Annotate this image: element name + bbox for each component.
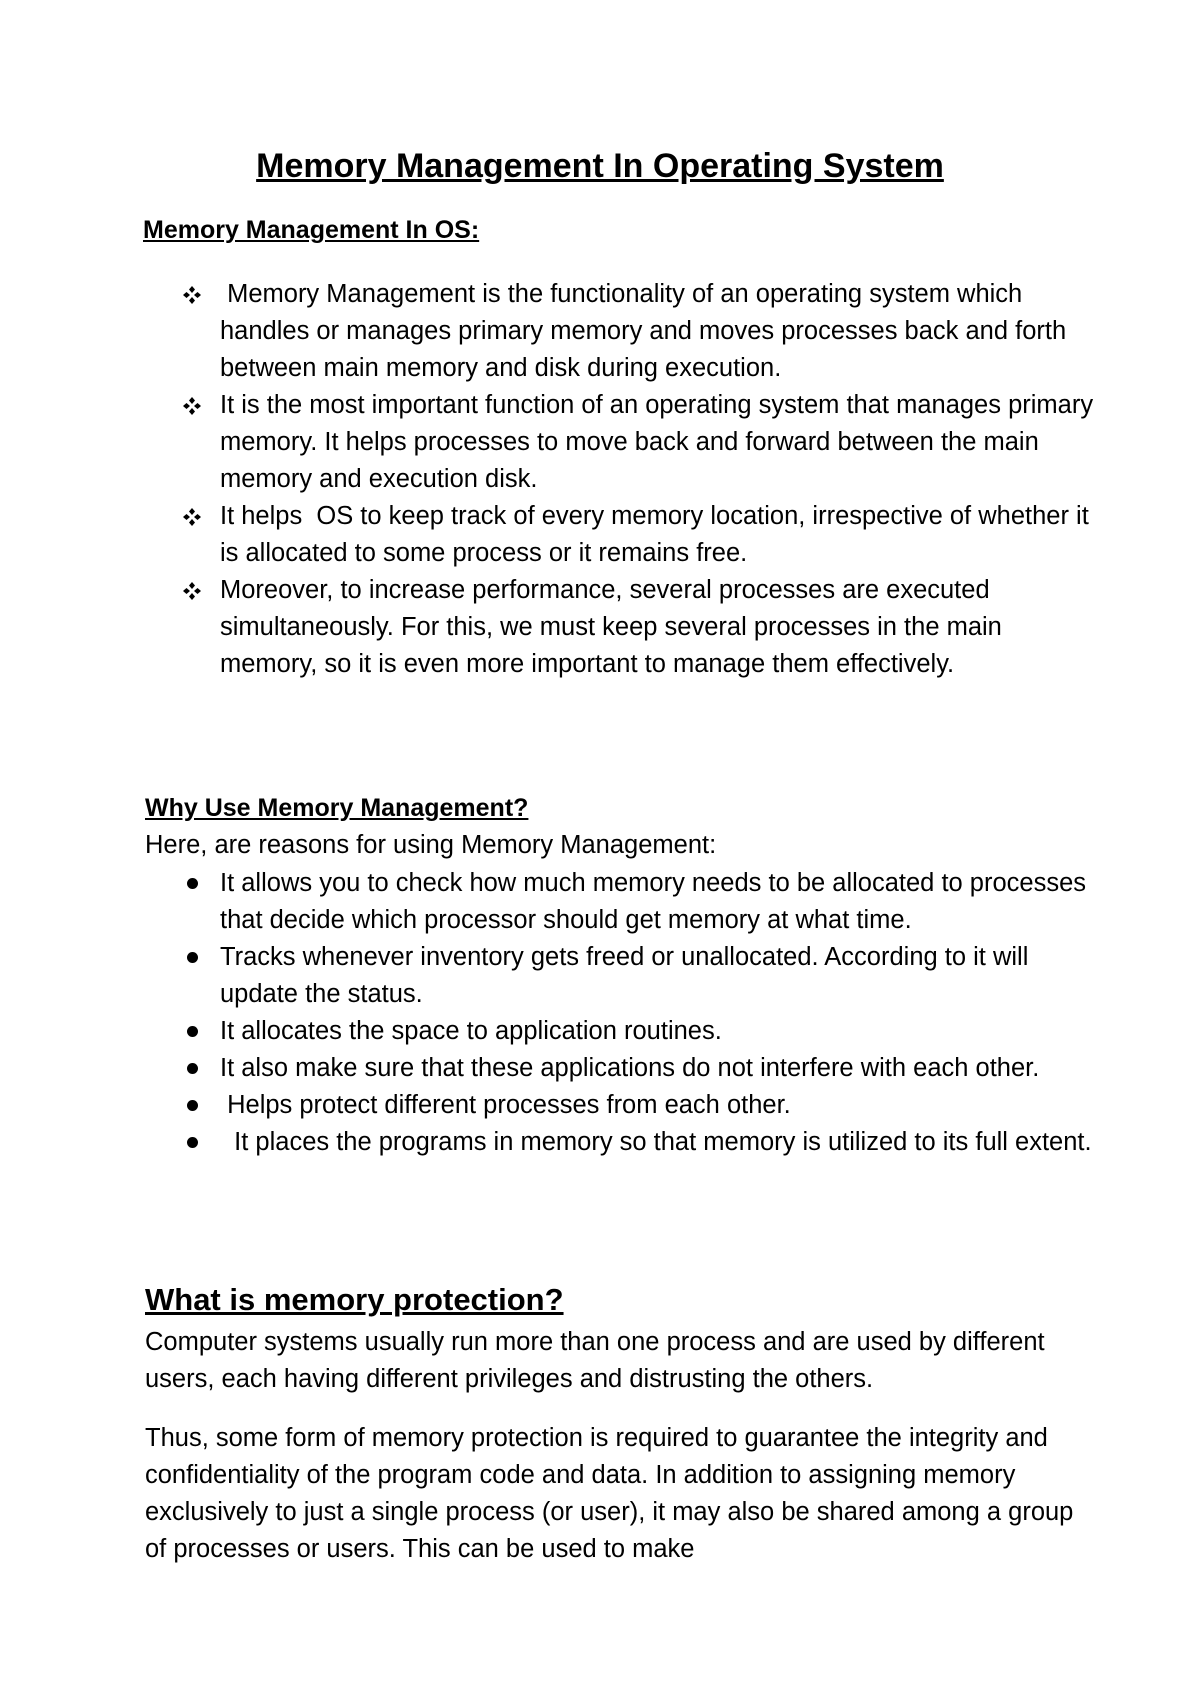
bullet-dot-icon — [182, 1087, 202, 1124]
list-item-text: Tracks whenever inventory gets freed or unallocated. According to it will update the status. — [220, 943, 1029, 1008]
page-title: Memory Management In Operating System — [256, 147, 944, 185]
bullet-dot-icon — [182, 939, 202, 976]
bullet-dot-icon — [182, 1124, 202, 1161]
list-item-text: It places the programs in memory so that memory is utilized to its full extent. — [220, 1128, 1092, 1156]
diamond-bullet-icon — [182, 572, 202, 609]
list-item — [0, 1087, 1200, 1124]
diamond-bullet-icon — [182, 387, 202, 424]
list-item — [0, 572, 1200, 683]
list-item-text: It also make sure that these applications do not interfere with each other. — [220, 1054, 1040, 1082]
list-item — [0, 1013, 1200, 1050]
paragraph: Computer systems usually run more than one process and are used by different users, each having different privileges and distrusting the others. — [145, 1328, 1045, 1393]
paragraph: Thus, some form of memory protection is required to guarantee the integrity and confidentiality of the program code and data. In addition to assigning memory exclusively to just a single process (or user), it may also be shared among a group of processes or users. This can be used to make — [145, 1424, 1074, 1563]
list-item — [0, 498, 1200, 572]
diamond-bullet-icon — [182, 498, 202, 535]
section-heading-why-use-memory-management: Why Use Memory Management? — [145, 794, 529, 822]
list-item-text: It helps OS to keep track of every memory location, irrespective of whether it is allocated to some process or it remains free. — [220, 502, 1096, 567]
list-item — [0, 1124, 1200, 1161]
list-item — [0, 387, 1200, 498]
list-item-text: Moreover, to increase performance, several processes are executed simultaneously. For this, we must keep several processes in the main memory, so it is even more important to manage them effectively. — [220, 576, 1002, 678]
list-item-text: It is the most important function of an operating system that manages primary memory. It helps processes to move back and forward between the main memory and execution disk. — [220, 391, 1094, 493]
list-item-text: Memory Management is the functionality of an operating system which handles or manages primary memory and moves processes back and forth between main memory and disk during execution. — [220, 280, 1074, 382]
diamond-bullet-icon — [182, 276, 202, 313]
bullet-dot-icon — [182, 865, 202, 902]
list-item-text: Helps protect different processes from each other. — [220, 1091, 791, 1119]
list-item-text: It allows you to check how much memory needs to be allocated to processes that decide which processor should get memory at what time. — [220, 869, 1087, 934]
list-item — [0, 276, 1200, 387]
list-item-text: It allocates the space to application routines. — [220, 1017, 722, 1045]
bullet-dot-icon — [182, 1050, 202, 1087]
section-heading-memory-protection: What is memory protection? — [145, 1282, 564, 1317]
list-item — [0, 1050, 1200, 1087]
section-intro: Here, are reasons for using Memory Management: — [145, 831, 717, 859]
list-item — [0, 939, 1200, 1013]
memory-management-bullet-list — [0, 276, 1200, 683]
list-item — [0, 865, 1200, 939]
section-heading-memory-management-in-os: Memory Management In OS: — [143, 216, 480, 244]
bullet-dot-icon — [182, 1013, 202, 1050]
reasons-bullet-list — [0, 865, 1200, 1161]
